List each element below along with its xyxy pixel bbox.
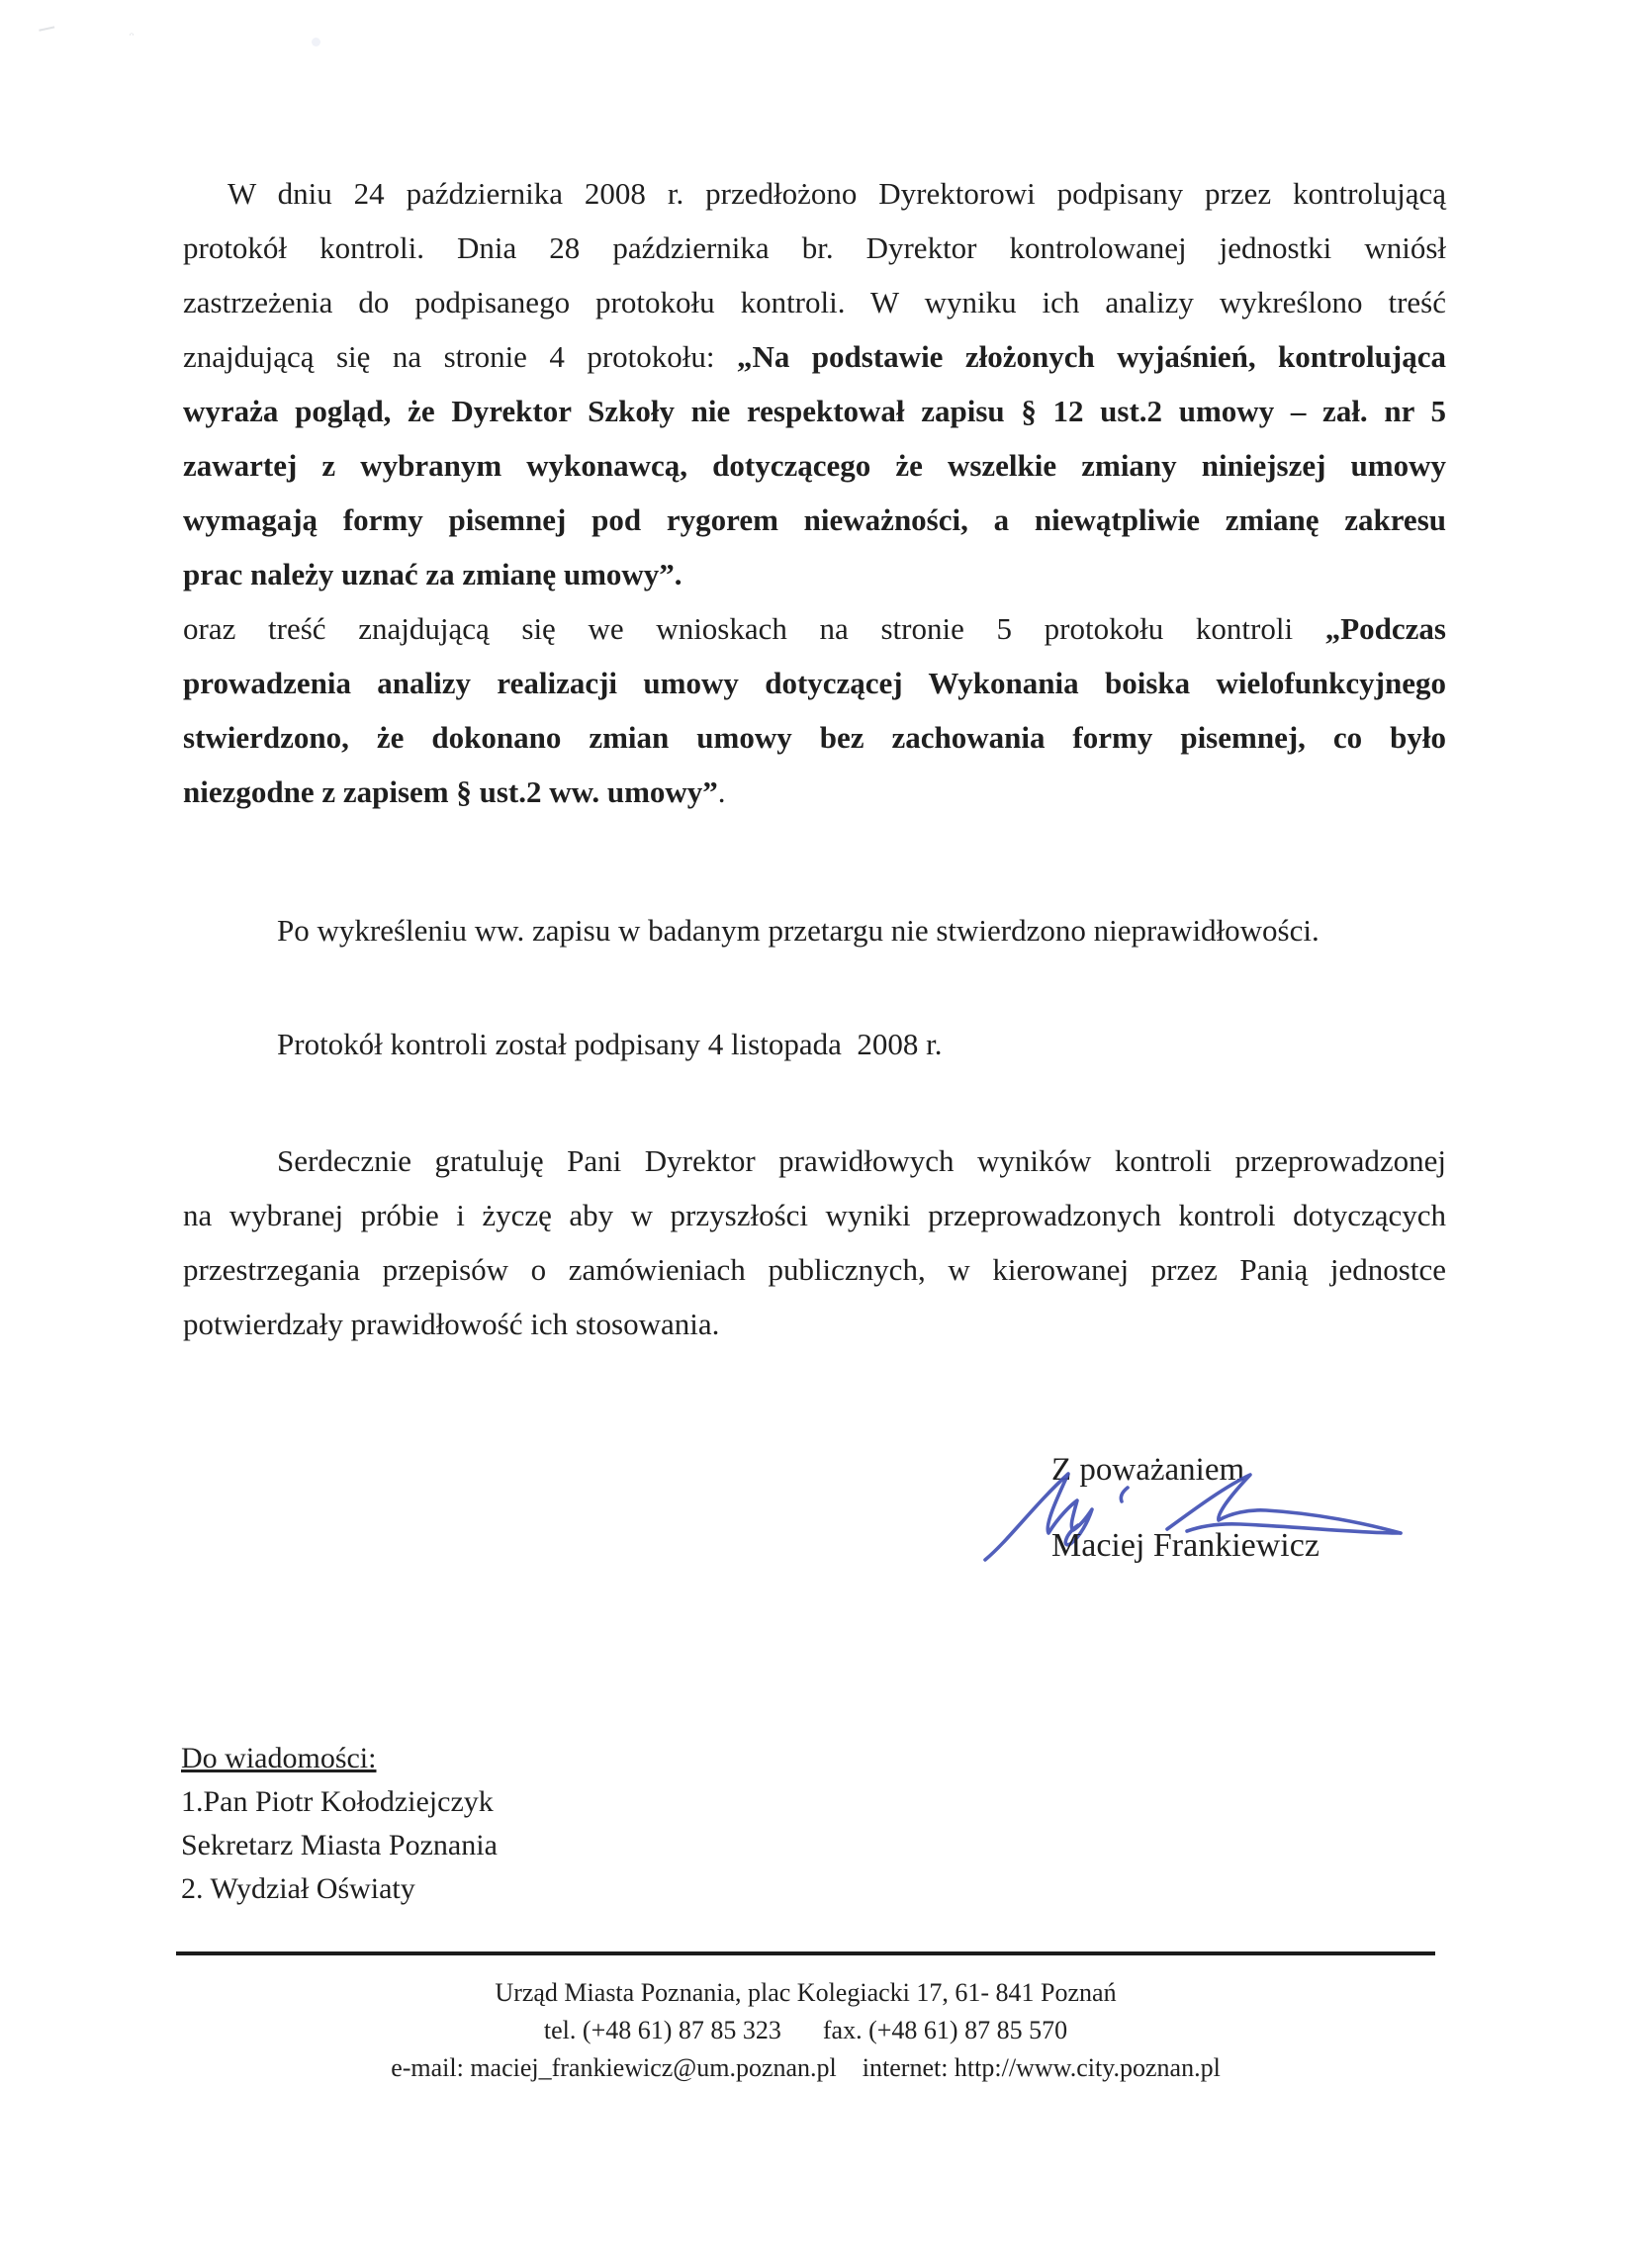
text-line [183, 275, 1446, 329]
text-segment: znajdującą się na stronie 4 protokołu: [183, 339, 737, 374]
footer-internet: internet: http://www.city.poznan.pl [862, 2053, 1221, 2082]
signer-name: Maciej Frankiewicz [1051, 1527, 1320, 1564]
closing-phrase: Z poważaniem [1051, 1452, 1245, 1488]
text-line [183, 1134, 1446, 1188]
cc-heading: Do wiadomości: [181, 1742, 377, 1774]
paragraph-congratulations [183, 1134, 1446, 1351]
scan-artifact: ᵔ [129, 30, 134, 45]
text-line [183, 1242, 1446, 1297]
scan-artifact [312, 38, 320, 46]
text-line [183, 221, 1446, 275]
cc-block [181, 1737, 498, 1911]
scan-artifact [39, 26, 56, 38]
text-line [183, 1188, 1446, 1242]
paragraph-protocol-signed: Protokół kontroli został podpisany 4 listopada 2008 r. [277, 1027, 943, 1061]
footer-email: e-mail: maciej_frankiewicz@um.poznan.pl [391, 2053, 837, 2082]
text-line [183, 329, 1446, 384]
footer-phone-line [176, 2012, 1435, 2049]
text-line [183, 1297, 1446, 1351]
text-line [183, 493, 1446, 547]
footer-tel: tel. (+48 61) 87 85 323 [543, 2016, 781, 2044]
text-segment: . [717, 774, 726, 809]
text-line [183, 710, 1446, 765]
cc-item: Sekretarz Miasta Poznania [181, 1829, 498, 1861]
text-segment: protokół kontroli. Dnia 28 października br. Dyrektor kontrolowanej jednostki wniósł [183, 230, 1446, 265]
text-segment: W dniu 24 października 2008 r. przedłożono Dyrektorowi podpisany przez kontrolującą [228, 176, 1446, 211]
bold-text-segment: stwierdzono, że dokonano zmian umowy bez zachowania formy pisemnej, co było [183, 720, 1446, 755]
footer-web-line [176, 2049, 1435, 2087]
paragraph-no-irregularities: Po wykreśleniu ww. zapisu w badanym przetargu nie stwierdzono nieprawidłowości. [277, 913, 1320, 948]
text-segment: Serdecznie gratuluję Pani Dyrektor prawidłowych wyników kontroli przeprowadzonej [277, 1143, 1446, 1178]
text-line [183, 656, 1446, 710]
bold-text-segment: wyraża pogląd, że Dyrektor Szkoły nie respektował zapisu § 12 ust.2 umowy – zał. nr 5 [183, 394, 1446, 428]
footer-divider [176, 1951, 1435, 1955]
footer-fax: fax. (+48 61) 87 85 570 [822, 2016, 1068, 2044]
text-line [183, 384, 1446, 438]
text-segment: potwierdzały prawidłowość ich stosowania. [183, 1307, 720, 1341]
text-line [183, 547, 1446, 601]
cc-item: 1.Pan Piotr Kołodziejczyk [181, 1785, 494, 1818]
text-line [183, 765, 1446, 819]
footer-contact-block [176, 1974, 1435, 2087]
bold-text-segment: wymagają formy pisemnej pod rygorem nieważności, a niewątpliwie zmianę zakresu [183, 502, 1446, 537]
bold-text-segment: prac należy uznać za zmianę umowy”. [183, 557, 682, 591]
footer-address: Urząd Miasta Poznania, plac Kolegiacki 17, 61- 841 Poznań [495, 1978, 1117, 2007]
bold-text-segment: „Na podstawie złożonych wyjaśnień, kontrolująca [736, 339, 1446, 374]
paragraph-protocol-objections [183, 166, 1446, 819]
text-line [183, 438, 1446, 493]
text-segment: na wybranej próbie i życzę aby w przyszłości wyniki przeprowadzonych kontroli dotyczących [183, 1198, 1446, 1232]
text-segment: przestrzegania przepisów o zamówieniach publicznych, w kierowanej przez Panią jednostce [183, 1252, 1446, 1287]
bold-text-segment: zawartej z wybranym wykonawcą, dotyczącego że wszelkie zmiany niniejszej umowy [183, 448, 1446, 483]
text-line [183, 601, 1446, 656]
bold-text-segment: „Podczas [1324, 611, 1446, 646]
cc-item: 2. Wydział Oświaty [181, 1872, 415, 1905]
text-segment: oraz treść znajdującą się we wnioskach na stronie 5 protokołu kontroli [183, 611, 1325, 646]
bold-text-segment: prowadzenia analizy realizacji umowy dotyczącej Wykonania boiska wielofunkcyjnego [183, 666, 1446, 700]
text-segment: zastrzeżenia do podpisanego protokołu kontroli. W wyniku ich analizy wykreślono treść [183, 285, 1446, 319]
bold-text-segment: niezgodne z zapisem § ust.2 ww. umowy” [183, 774, 718, 809]
text-line [183, 166, 1446, 221]
